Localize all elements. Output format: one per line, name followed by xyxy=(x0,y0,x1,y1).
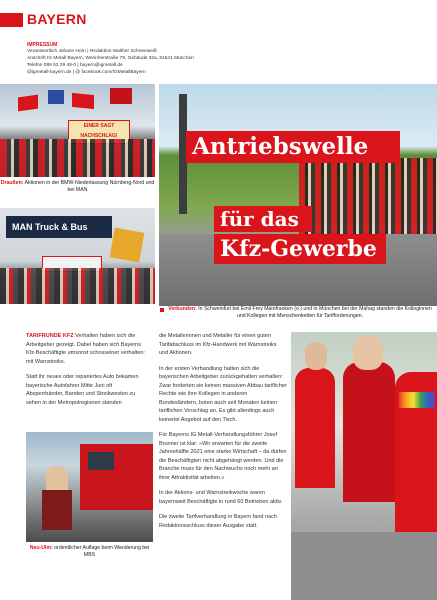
headline-line-1: Antriebswelle xyxy=(186,131,400,163)
headline-line-2: für das xyxy=(214,206,312,232)
paragraph-text: Verhalten haben sich die Arbeitgeber gezeigt. Dabei haben sich Bayerns Kfz-Beschäftigte umsonst schosseiner verhalten: mit Warnstreiks. xyxy=(26,333,145,365)
article-column-1 xyxy=(26,332,151,414)
article-paragraph: die Metallerinnen und Metaller für einen guten Tarifabschluss im Kfz-Handwerk mit Warnstreiks und Aktionen. xyxy=(159,333,277,357)
impressum-line: @igmetall-bayern.de | @ facebook.com/IGMetallBayern xyxy=(27,70,146,75)
main-caption xyxy=(166,306,434,320)
person-face xyxy=(353,336,383,370)
impressum-line: Anschrift IG Metall Bayern, Werinherstraße 79, Gebäude 32a, 81541 München xyxy=(27,56,194,61)
red-flag xyxy=(110,228,145,263)
top-left-caption xyxy=(0,180,155,194)
headline-line-3: Kfz-Gewerbe xyxy=(214,234,386,264)
pavement xyxy=(291,532,437,600)
bottom-left-caption xyxy=(26,545,153,559)
red-flag xyxy=(18,95,38,112)
article-kicker: TARIFRUNDE KFZ xyxy=(26,333,74,339)
person-vest xyxy=(343,362,395,502)
photo-fire-truck xyxy=(26,432,153,542)
region-label: BAYERN xyxy=(27,11,87,27)
truck-window xyxy=(88,452,114,470)
caption-lead: Verbunden: xyxy=(168,306,197,312)
crowd xyxy=(0,139,155,177)
article-paragraph: In der Aktions- und Warnstreikwoche waren bayernweit Beschäftigte in rund 60 Betrieben aktiv. xyxy=(159,490,283,505)
impressum-heading: IMPRESSUM xyxy=(27,42,58,48)
photo-human-chain-main xyxy=(159,84,437,306)
crowd xyxy=(0,268,155,304)
red-flag xyxy=(110,88,132,104)
rainbow-scarf xyxy=(399,392,435,408)
photo-demonstration-bmw xyxy=(0,84,155,177)
impressum-line: Telefon 089 53 29 49-0 | bayern@igmetall.de xyxy=(27,63,123,68)
article-paragraph: Statt ihr neues oder repariertes Auto bekamen bayerische Autofahrer Mitte Juni oft Absperrbänder, Banden und Streikwesten zu sehen in der Metropolregionen standen xyxy=(26,374,139,406)
caption-text: Aktionen in der BMW-Niederlassung Nürnberg-Nord und bei MAN xyxy=(23,180,155,194)
caption-marker xyxy=(160,308,164,312)
person-vest xyxy=(295,368,335,488)
person-jacket xyxy=(42,490,72,530)
article-column-2 xyxy=(159,332,287,537)
caption-lead: Neu-Ulm: xyxy=(29,545,53,551)
caption-text: In Schweinfurt bei Emil Frey Mainfranken (o.) und in München bei der Mahag standen die Kolleginnen und Kollegen mit Menschenketten für Tarifforderungen. xyxy=(196,306,432,320)
photo-women-with-whistles xyxy=(291,332,437,600)
caption-lead: Draußen: xyxy=(0,180,24,186)
red-flag xyxy=(72,93,94,109)
article-paragraph: Die zweite Tarifverhandlung in Bayern fand nach Redaktionsschluss dieser Ausgabe statt. xyxy=(159,514,277,529)
impressum-line: Verantwortlich Johann Horn | Redaktion Walther Schneeweiß xyxy=(27,49,157,54)
man-sign: MAN Truck & Bus xyxy=(6,216,112,238)
person-face xyxy=(305,342,327,370)
blue-flag xyxy=(48,90,64,104)
photo-man-truck-bus xyxy=(0,208,155,304)
protest-banner: EINER SAGT NACHSCHLAG! xyxy=(68,120,130,144)
article-paragraph: Für Bayerns IG Metall-Verhandlungsführer Josef Brunner ist klar: »Wir erwarten für die zweite Jahreshälfte 2021 eine starke Wirtschaft – da dürfen die Beschäftigten nicht abgehängt werden. Und die Branche muss für den Nachwuchs noch mehr an ihrer Attraktivität arbeiten.« xyxy=(159,432,287,481)
article-paragraph: In der ersten Verhandlung hatten sich die bayerischen Arbeitgeber zurückgehalten verhalten: Zwar forderten sie keinen massiven Abbau tariflicher Rechte wie ihre Kollegen in anderen Bundesländern, boten auch seit Monaten keinen tariflichen Vorschlag an. Es gibt allerdings auch keinerlei Angebot auf den Tisch. xyxy=(159,365,287,423)
article-paragraph xyxy=(26,332,151,366)
caption-text: ordentlicher Auflage beim Wanderung bei MBS xyxy=(52,545,150,559)
region-color-bar xyxy=(0,13,23,27)
